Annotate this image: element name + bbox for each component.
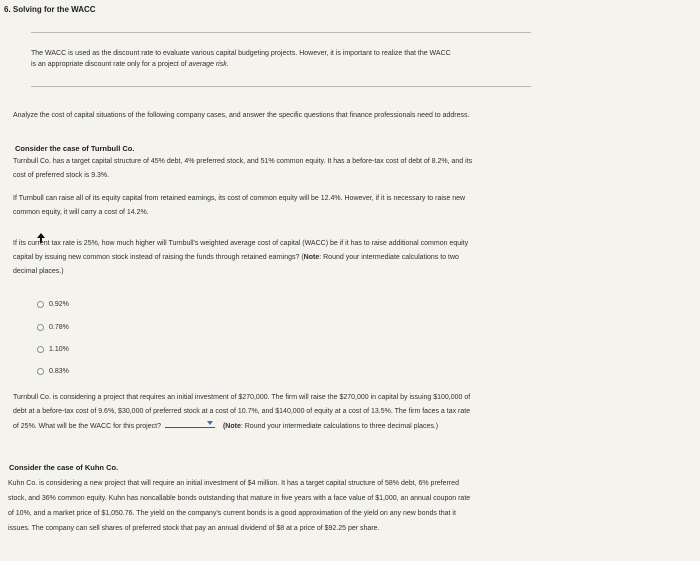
turnbull-q1-line-3: decimal places.) (13, 268, 64, 275)
turnbull-paragraph-1 (13, 155, 588, 183)
turnbull-p1-line-1: Turnbull Co. has a target capital structure of 45% debt, 4% preferred stock, and 51% common equity. It has a before-tax cost of debt of 8.2%, and its (13, 158, 473, 165)
kuhn-line-3: of 10%, and a market price of $1,050.76. The yield on the company's current bonds is a good approximation of the yield on any new bonds that it (8, 510, 456, 517)
turnbull-q2-line-3-suffix: : Round your intermediate calculations to three decimal places.) (240, 423, 439, 430)
turnbull-heading: Consider the case of Turnbull Co. (15, 144, 135, 153)
kuhn-paragraph (8, 476, 593, 536)
kuhn-heading: Consider the case of Kuhn Co. (9, 463, 119, 472)
turnbull-q2-note-label: (Note (222, 423, 241, 430)
kuhn-line-4: issues. The company can sell shares of preferred stock that pay an annual dividend of $8 at a price of $92.25 per share. (8, 525, 380, 532)
wacc-callout (31, 32, 531, 88)
answer-option-2[interactable] (37, 322, 69, 333)
answer-option-4-label: 0.83% (49, 368, 69, 375)
turnbull-p2-line-2: common equity, it will carry a cost of 14.2%. (13, 209, 149, 216)
section-title: 6. Solving for the WACC (4, 5, 96, 14)
radio-button-icon[interactable] (37, 301, 44, 308)
answer-option-3[interactable] (37, 344, 69, 355)
turnbull-p2-line-1: If Turnbull can raise all of its equity capital from retained earnings, its cost of common equity will be 12.4%. However, if it is necessary to raise new (13, 195, 466, 202)
turnbull-p1-line-2: cost of preferred stock is 9.3%. (13, 172, 110, 179)
callout-text (31, 48, 531, 70)
callout-italic-term: average risk (188, 61, 227, 68)
callout-top-rule (31, 32, 531, 33)
turnbull-q2-line-3-prefix: of 25%. What will be the WACC for this project? (13, 423, 161, 430)
answer-option-1-label: 0.92% (49, 301, 69, 308)
callout-line-2-prefix: is an appropriate discount rate only for a project of (31, 61, 189, 68)
turnbull-q2-line-2: debt at a before-tax cost of 9.6%, $30,000 of preferred stock at a cost of 10.7%, and $140,000 of equity at a cost of 13.5%. The firm faces a tax rate (13, 408, 471, 415)
kuhn-line-1: Kuhn Co. is considering a new project that will require an initial investment of $4 million. It has a target capital structure of 58% debt, 6% preferred (8, 480, 459, 487)
turnbull-q2-line-3 (13, 419, 593, 434)
callout-line-2 (31, 59, 531, 70)
turnbull-paragraph-2 (13, 192, 588, 220)
intro-text: Analyze the cost of capital situations of the following company cases, and answer the specific questions that finance professionals need to address. (13, 112, 470, 119)
chevron-down-icon[interactable] (207, 421, 213, 425)
answer-option-1[interactable] (37, 299, 69, 310)
callout-line-1: The WACC is used as the discount rate to evaluate various capital budgeting projects. However, it is important to realize that the WACC (31, 50, 451, 57)
radio-button-icon[interactable] (37, 324, 44, 331)
radio-button-icon[interactable] (37, 346, 44, 353)
callout-line-2-suffix: . (226, 61, 229, 68)
turnbull-question-1 (13, 237, 588, 279)
answer-option-2-label: 0.78% (49, 324, 69, 331)
turnbull-q2-line-1: Turnbull Co. is considering a project that requires an initial investment of $270,000. The firm will raise the $270,000 in capital by issuing $100,000 of (13, 394, 471, 401)
radio-button-icon[interactable] (37, 368, 44, 375)
turnbull-q1-line-2 (13, 251, 588, 265)
turnbull-q1-line-1: If its current tax rate is 25%, how much higher will Turnbull's weighted average cost of capital (WACC) be if it has to raise additional common equity (13, 240, 469, 247)
turnbull-q1-line-2-suffix: : Round your intermediate calculations to two (319, 254, 459, 261)
answer-option-4[interactable] (37, 366, 69, 377)
answer-option-3-label: 1.10% (49, 346, 69, 353)
kuhn-line-2: stock, and 36% common equity. Kuhn has noncallable bonds outstanding that mature in five years with a face value of $1,000, an annual coupon rate (8, 495, 471, 502)
turnbull-question-2 (13, 391, 593, 434)
callout-bottom-rule (31, 86, 531, 87)
wacc-answer-dropdown[interactable] (165, 419, 215, 428)
turnbull-q1-note-label: Note (303, 254, 320, 261)
turnbull-q1-line-2-prefix: capital by issuing new common stock instead of raising the funds through retained earnings? ( (13, 254, 304, 261)
